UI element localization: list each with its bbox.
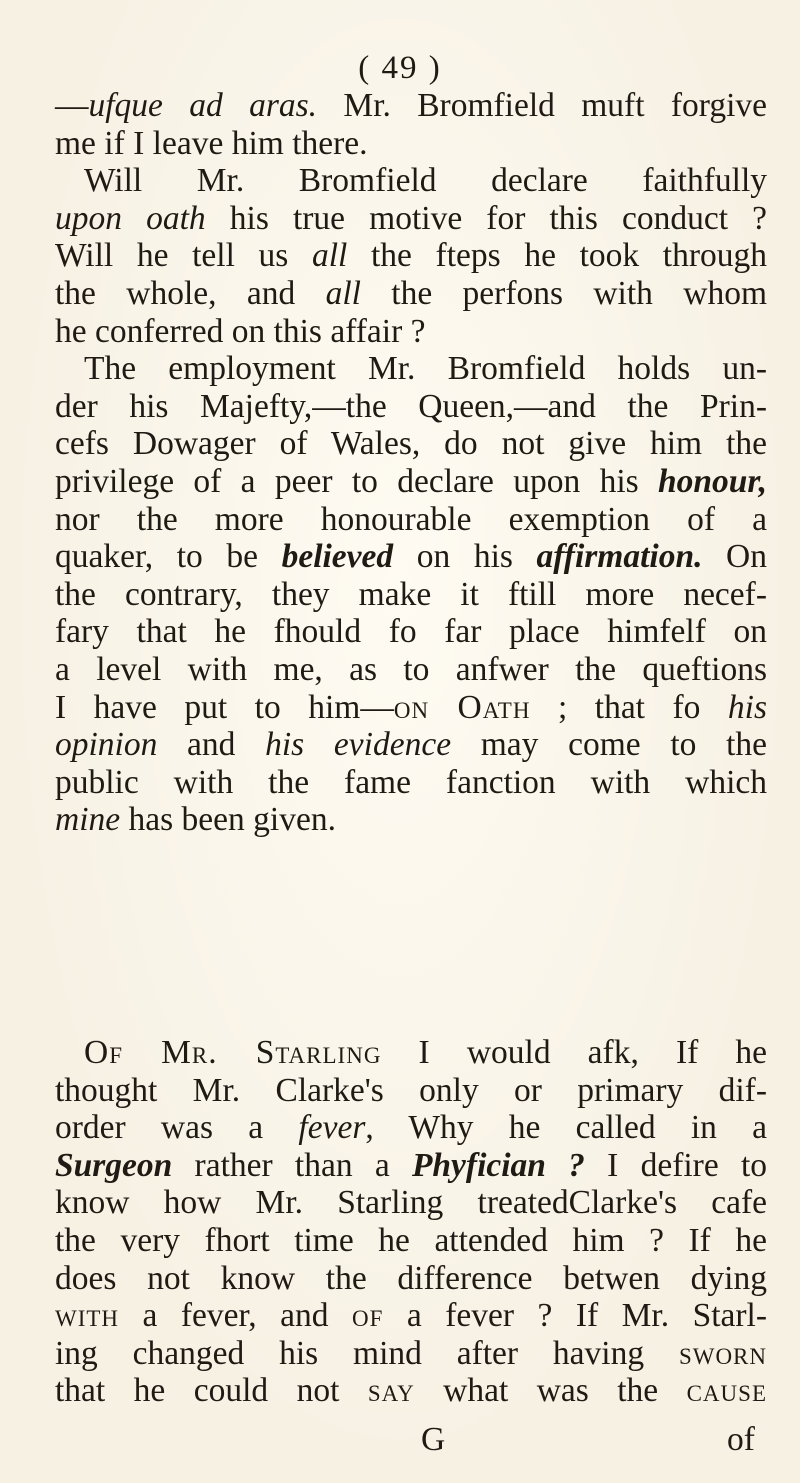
text-run: on his [393, 538, 537, 576]
text-run: on Oath [393, 688, 531, 726]
text-run: , Why he called in a [365, 1109, 768, 1147]
text-run: that he could not [55, 1372, 368, 1410]
paragraph1-line [55, 688, 767, 728]
text-run: order was a [55, 1109, 299, 1147]
text-run: a fever ? If Mr. Starl- [383, 1297, 767, 1335]
text-run: sworn [678, 1334, 767, 1372]
text-run: the whole, and [55, 275, 326, 312]
page-footer [0, 1420, 800, 1464]
text-run: cefs Dowager of Wales, do not give him the [55, 425, 767, 463]
text-run: a fever, and [119, 1297, 352, 1335]
paragraph1-line [84, 349, 767, 389]
text-run: public with the fame fanction with which [55, 763, 767, 801]
text-run: his true motive for this conduct ? [205, 199, 767, 237]
text-run: a level with me, as to anfwer the queftions [55, 651, 767, 688]
text-run: honour, [658, 463, 767, 500]
paragraph2-line [55, 1221, 767, 1261]
text-run: upon oath [55, 199, 206, 237]
text-run [304, 726, 334, 763]
text-run: with [55, 1297, 120, 1335]
text-run: I would afk, If he [381, 1034, 767, 1071]
paragraph1-line [55, 424, 767, 464]
text-run: what was the [414, 1372, 687, 1410]
paragraph1-line [55, 236, 767, 276]
text-run: mine [55, 801, 121, 839]
text-run: quaker, to be [55, 538, 282, 576]
text-run: has been given. [120, 801, 336, 839]
text-run: fever [298, 1109, 366, 1147]
text-run: me if I leave him there. [55, 124, 368, 162]
text-run: does not know the difference betwen dying [55, 1259, 767, 1297]
text-run: say [367, 1372, 415, 1410]
text-run: opinion [55, 726, 158, 764]
text-run: Will Mr. Bromfield declare faithfully [84, 162, 767, 200]
paragraph1-line [55, 387, 767, 427]
paragraph1-line [55, 86, 767, 126]
page-number: ( 49 ) [358, 50, 442, 86]
text-run: his [265, 726, 305, 764]
paragraph2-line [55, 1071, 767, 1111]
text-run: On [702, 538, 767, 576]
text-run: all [311, 237, 348, 275]
paragraph1-line [55, 575, 767, 615]
text-run: he conferred on this affair ? [55, 312, 426, 350]
paragraph1-line [55, 800, 767, 840]
text-run: I have put to him— [55, 688, 394, 726]
paragraph1-line [84, 161, 767, 201]
text-run: the very fhort time he attended him ? If he [55, 1222, 767, 1259]
text-run: Will he tell us [55, 237, 312, 275]
text-run: all [325, 275, 361, 312]
text-run: of [352, 1297, 384, 1335]
text-run: nor the more honourable exemption of a [55, 500, 767, 538]
text-run: ; that fo [530, 688, 728, 726]
paragraph1-line [55, 199, 767, 239]
paragraph2-line [55, 1146, 767, 1186]
paragraph2-line [55, 1108, 767, 1148]
paragraph1-line [55, 612, 767, 652]
text-run: rather than a [172, 1146, 412, 1184]
text-run: thought Mr. Clarke's only or primary dif- [55, 1071, 767, 1109]
text-run: ing changed his mind after having [55, 1334, 679, 1372]
signature-mark: G [421, 1421, 446, 1458]
paragraph1-line [55, 650, 767, 690]
text-run: believed [281, 538, 394, 576]
text-run: his [727, 688, 767, 726]
paragraph2-line [84, 1033, 767, 1073]
text-run: and [157, 726, 266, 764]
paragraph2-line [55, 1371, 767, 1411]
paragraph2-line [55, 1296, 767, 1336]
text-run: privilege of a peer to declare upon his [55, 463, 659, 500]
paragraph1-line [55, 462, 767, 502]
text-run: cause [686, 1372, 767, 1410]
text-run: the contrary, they make it ftill more necef- [55, 575, 767, 613]
paragraph2-line [55, 1183, 767, 1223]
paragraph2-line [55, 1259, 767, 1299]
text-run: affirmation. [536, 538, 703, 576]
text-run: the perfons with whom [360, 275, 767, 312]
text-run: fary that he fhould fo far place himfelf on [55, 613, 767, 651]
text-run: I defire to [584, 1146, 767, 1184]
paragraph1-line [55, 500, 767, 540]
text-run: know how Mr. Starling treatedClarke's cafe [55, 1184, 767, 1222]
text-run: evidence [333, 726, 452, 764]
text-run: The employment Mr. Bromfield holds un- [84, 350, 767, 388]
paragraph1-line [55, 274, 767, 314]
paragraph1-line [55, 124, 767, 164]
paragraph1-line [55, 312, 767, 352]
text-run: may come to the [451, 726, 767, 764]
paragraph1-line [55, 763, 767, 803]
paragraph2-line [55, 1334, 767, 1374]
text-run: Of Mr. Starling [84, 1034, 382, 1071]
text-run: — [55, 87, 89, 124]
text-run: Surgeon [55, 1146, 173, 1184]
paragraph1-line [55, 725, 767, 765]
paragraph1-line [55, 537, 767, 577]
text-run: the fteps he took through [347, 237, 767, 275]
text-run: ufque ad aras. [88, 87, 318, 124]
text-run: Mr. Bromfield muft forgive [317, 87, 767, 124]
text-run: Phyfician ? [411, 1146, 585, 1184]
catchword: of [727, 1421, 755, 1458]
text-run: der his Majefty,—the Queen,—and the Prin- [55, 387, 767, 425]
